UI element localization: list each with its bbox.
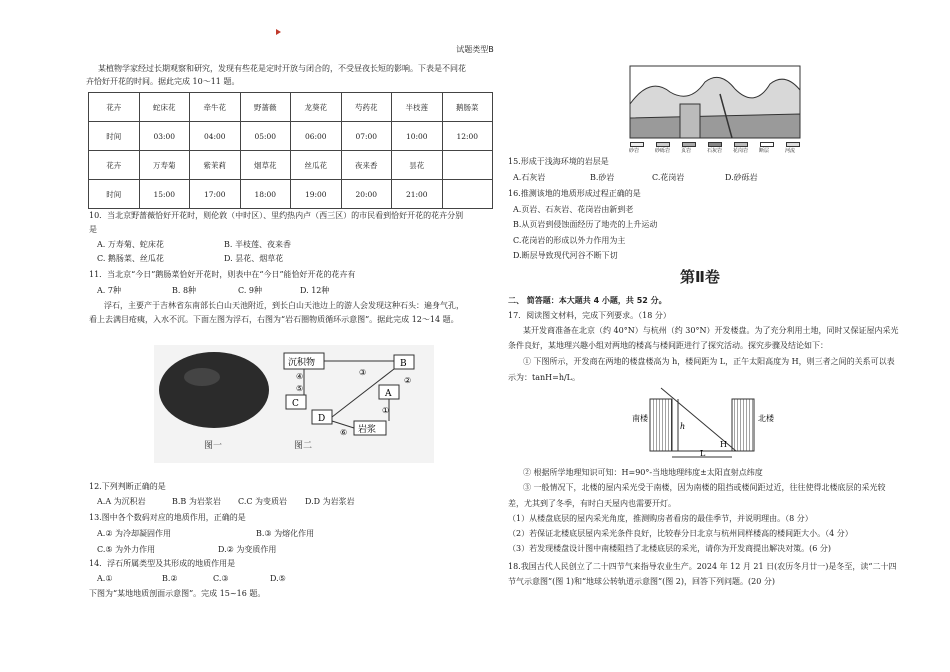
q14-option-d[interactable]: D.⑤ bbox=[270, 574, 286, 583]
node-a: A bbox=[385, 389, 392, 399]
q14-option-b[interactable]: B.② bbox=[162, 574, 178, 583]
table-cell: 牵牛花 bbox=[190, 93, 241, 122]
q10-stem: 10．当北京野蔷薇恰好开花时，则伦敦（中时区）、里约热内卢（西三区）的市民看到恰好开花的花卉分别 bbox=[89, 211, 464, 220]
table-cell: 07:00 bbox=[341, 122, 392, 151]
pumice-highlight bbox=[184, 368, 220, 386]
q10-option-b[interactable]: B. 半枝莲、夜来香 bbox=[224, 240, 291, 249]
figure-label-2: 图二 bbox=[294, 441, 313, 451]
label-2: ② bbox=[404, 376, 412, 385]
profile-layer-bottom bbox=[630, 114, 800, 138]
legend-label: 页岩 bbox=[681, 148, 692, 154]
q13-option-a[interactable]: A.② 为冷却凝固作用 bbox=[97, 529, 172, 538]
q10-option-a[interactable]: A. 万寿菊、蛇床花 bbox=[97, 240, 164, 249]
node-c: C bbox=[292, 399, 299, 409]
figure-label-1: 图一 bbox=[204, 441, 223, 451]
q12-stem: 12.下列判断正确的是 bbox=[89, 482, 166, 491]
table-cell: 05:00 bbox=[240, 122, 291, 151]
part-2-instruction: 二、 简答题：本大题共 4 小题，共 52 分。 bbox=[508, 296, 667, 305]
q10-stem-cont: 是 bbox=[89, 225, 97, 234]
q11-option-b[interactable]: B. 8种 bbox=[172, 286, 197, 295]
table-cell: 20:00 bbox=[341, 180, 392, 209]
table-cell: 18:00 bbox=[240, 180, 291, 209]
rock-cycle-figure bbox=[154, 345, 434, 463]
table-cell: 17:00 bbox=[190, 180, 241, 209]
table-cell: 野蔷薇 bbox=[240, 93, 291, 122]
table-cell: 10:00 bbox=[392, 122, 443, 151]
height-label: h bbox=[680, 422, 686, 431]
q15-option-c[interactable]: C.花岗岩 bbox=[652, 173, 685, 182]
q16-option-b[interactable]: B.从页岩到侵蚀面经历了地壳的上升运动 bbox=[513, 220, 658, 229]
q10-option-d[interactable]: D. 昙花、烟草花 bbox=[224, 254, 284, 263]
q12-option-a[interactable]: A.A 为沉积岩 bbox=[97, 497, 146, 506]
flower-table bbox=[88, 92, 493, 209]
legend-label: 砂岩 bbox=[629, 148, 640, 154]
q14-option-a[interactable]: A.① bbox=[97, 574, 113, 583]
distance-label: L bbox=[700, 449, 706, 458]
table-cell: 蛇床花 bbox=[139, 93, 190, 122]
q17-step-2: ② 根据所学地理知识可知：H=90°-当地地理纬度±太阳直射点纬度 bbox=[523, 468, 763, 477]
table-cell bbox=[442, 180, 493, 209]
node-d: D bbox=[318, 414, 326, 424]
legend-label: 砂砾岩 bbox=[655, 148, 671, 154]
table-cell: 烟草花 bbox=[240, 151, 291, 180]
q17-sub-2: （2）若保证北楼底层屋内采光条件良好，比较春分日北京与杭州同样楼高的楼间距大小。（4 分） bbox=[508, 529, 853, 538]
q14-option-c[interactable]: C.③ bbox=[213, 574, 229, 583]
q17-sub-3: （3）若发现楼盘设计图中南楼阻挡了北楼底层的采光，请你为开发商提出解决对策。(6 分) bbox=[508, 544, 831, 553]
table-row bbox=[89, 180, 493, 209]
q18-line-1: 18.我国古代人民创立了二十四节气来指导农业生产。2024 年 12 月 21 日(农历冬月廿一)是冬至，读“二十四 bbox=[508, 562, 897, 571]
q17-step-3: ③ 一般情况下，北楼的屋内采光受于南楼，因为南楼的阻挡或楼间距过近，往往使得北楼底层的采光较 bbox=[523, 483, 886, 492]
q11-option-d[interactable]: D. 12种 bbox=[300, 286, 330, 295]
q16-stem: 16.推测该地的地质形成过程正确的是 bbox=[508, 189, 641, 198]
q13-stem: 13.图中各个数码对应的地质作用，正确的是 bbox=[89, 513, 246, 522]
q17-para-2: 条件良好，某地理兴趣小组对两地的楼高与楼间距进行了探究活动。探究步骤及结论如下： bbox=[508, 341, 828, 350]
passage3: 下图为“某地地质剖面示意图”。完成 15~16 题。 bbox=[89, 589, 266, 598]
label-5: ⑤ bbox=[296, 384, 304, 393]
q12-option-d[interactable]: D.D 为岩浆岩 bbox=[305, 497, 355, 506]
passage2-line-2: 看上去满目疮痍，入水不沉。下面左图为浮石，右图为“岩石圈物质循环示意图”。据此完成 12～14 题。 bbox=[89, 315, 459, 324]
intro-line-1: 某植物学家经过长期观察和研究，发现有些花是定时开放与闭合的，不受昼夜长短的影响。下表是不同花 bbox=[98, 64, 466, 73]
q17-step-3-cont: 差，尤其到了冬季，有时白天屋内也需要开灯。 bbox=[508, 499, 676, 508]
q16-option-c[interactable]: C.花岗岩的形成以外力作用为主 bbox=[513, 236, 626, 245]
q10-option-c[interactable]: C. 鹅肠菜、丝瓜花 bbox=[97, 254, 164, 263]
q13-option-b[interactable]: B.③ 为熔化作用 bbox=[256, 529, 315, 538]
table-cell: 昙花 bbox=[392, 151, 443, 180]
label-1: ① bbox=[382, 406, 390, 415]
red-flag-icon bbox=[276, 29, 281, 35]
angle-label: H bbox=[720, 440, 727, 449]
label-3: ③ bbox=[359, 368, 367, 377]
intro-line-2: 卉恰好开花的时间。据此完成 10～11 题。 bbox=[86, 77, 240, 86]
table-cell: 花卉 bbox=[89, 93, 140, 122]
q15-stem: 15.形成于浅海环境的岩层是 bbox=[508, 157, 609, 166]
legend-label: 断层 bbox=[759, 148, 770, 154]
q16-option-a[interactable]: A.页岩、石灰岩、花岗岩由新到老 bbox=[513, 205, 634, 214]
page-header: 试题类型B bbox=[456, 45, 494, 54]
table-cell: 万寿菊 bbox=[139, 151, 190, 180]
table-cell: 丝瓜花 bbox=[291, 151, 342, 180]
table-cell: 鹅肠菜 bbox=[442, 93, 493, 122]
q11-option-a[interactable]: A. 7种 bbox=[97, 286, 121, 295]
q11-option-c[interactable]: C. 9种 bbox=[238, 286, 263, 295]
table-row bbox=[89, 93, 493, 122]
table-cell: 花卉 bbox=[89, 151, 140, 180]
q13-option-d[interactable]: D.② 为变质作用 bbox=[218, 545, 277, 554]
table-row bbox=[89, 122, 493, 151]
q16-option-d[interactable]: D.断层导致现代河谷不断下切 bbox=[513, 251, 618, 260]
table-cell: 21:00 bbox=[392, 180, 443, 209]
profile-granite-body bbox=[680, 104, 700, 138]
part-2-title: 第Ⅱ卷 bbox=[680, 268, 720, 286]
node-sediment: 沉积物 bbox=[288, 358, 316, 368]
table-row bbox=[89, 151, 493, 180]
legend-label: 花岗岩 bbox=[733, 148, 749, 154]
legend-label: 石灰岩 bbox=[707, 148, 723, 154]
north-building bbox=[732, 399, 754, 451]
q17-sub-1: （1）从楼盘底层的屋内采光角度，推测购房者看房的最佳季节，并说明理由。（8 分） bbox=[508, 514, 813, 523]
q17-step-1: ① 下图所示，开发商在两地的楼盘楼高为 h，楼间距为 L，正午太阳高度为 H，则三者之间的关系可以表 bbox=[523, 357, 895, 366]
q17-para-1: 某开发商准备在北京（约 40°N）与杭州（约 30°N）开发楼盘。为了充分利用土地，同时又保证屋内采光 bbox=[523, 326, 899, 335]
table-cell: 时间 bbox=[89, 180, 140, 209]
table-cell: 06:00 bbox=[291, 122, 342, 151]
q17-stem: 17．阅读图文材料，完成下列要求。（18 分） bbox=[508, 311, 671, 320]
south-building bbox=[650, 399, 672, 451]
table-cell: 时间 bbox=[89, 122, 140, 151]
building-figure bbox=[632, 385, 777, 460]
table-cell: 04:00 bbox=[190, 122, 241, 151]
table-cell: 芍药花 bbox=[341, 93, 392, 122]
table-cell: 19:00 bbox=[291, 180, 342, 209]
legend-label: 河流 bbox=[785, 148, 796, 154]
table-cell: 03:00 bbox=[139, 122, 190, 151]
table-cell: 紫茉莉 bbox=[190, 151, 241, 180]
table-cell: 15:00 bbox=[139, 180, 190, 209]
q17-step-1-cont: 示为：tanH=h/L。 bbox=[508, 373, 580, 382]
q14-stem: 14．浮石所属类型及其形成的地质作用是 bbox=[89, 559, 236, 568]
q15-option-d[interactable]: D.砂砾岩 bbox=[725, 173, 758, 182]
legend-row bbox=[630, 142, 810, 154]
table-cell: 12:00 bbox=[442, 122, 493, 151]
q12-option-c[interactable]: C.C 为变质岩 bbox=[238, 497, 288, 506]
q13-option-c[interactable]: C.⑤ 为外力作用 bbox=[97, 545, 156, 554]
north-building-label: 北楼 bbox=[758, 414, 774, 423]
table-cell: 龙葵花 bbox=[291, 93, 342, 122]
q12-option-b[interactable]: B.B 为岩浆岩 bbox=[172, 497, 221, 506]
label-4: ④ bbox=[296, 372, 304, 381]
label-6: ⑥ bbox=[340, 428, 348, 437]
table-cell bbox=[442, 151, 493, 180]
table-cell: 夜来香 bbox=[341, 151, 392, 180]
q15-option-b[interactable]: B.砂岩 bbox=[590, 173, 615, 182]
pumice-stone-image bbox=[159, 352, 269, 428]
node-magma: 岩浆 bbox=[358, 425, 377, 435]
q11-stem: 11．当北京“今日”鹅肠菜恰好开花时，则表中在“今日”能恰好开花的花卉有 bbox=[89, 270, 356, 279]
passage2-line-1: 浮石，主要产于吉林省东南部长白山天池附近，到长白山天池边上的游人会发现这种石头：遍身气孔， bbox=[104, 301, 464, 310]
q18-line-2: 节气示意图”(图 1)和“地球公转轨道示意图”(图 2)，回答下列问题。(20 分) bbox=[508, 577, 775, 586]
node-b: B bbox=[400, 359, 407, 369]
table-cell: 半枝莲 bbox=[392, 93, 443, 122]
q15-option-a[interactable]: A.石灰岩 bbox=[513, 173, 546, 182]
south-building-label: 南楼 bbox=[632, 414, 648, 423]
